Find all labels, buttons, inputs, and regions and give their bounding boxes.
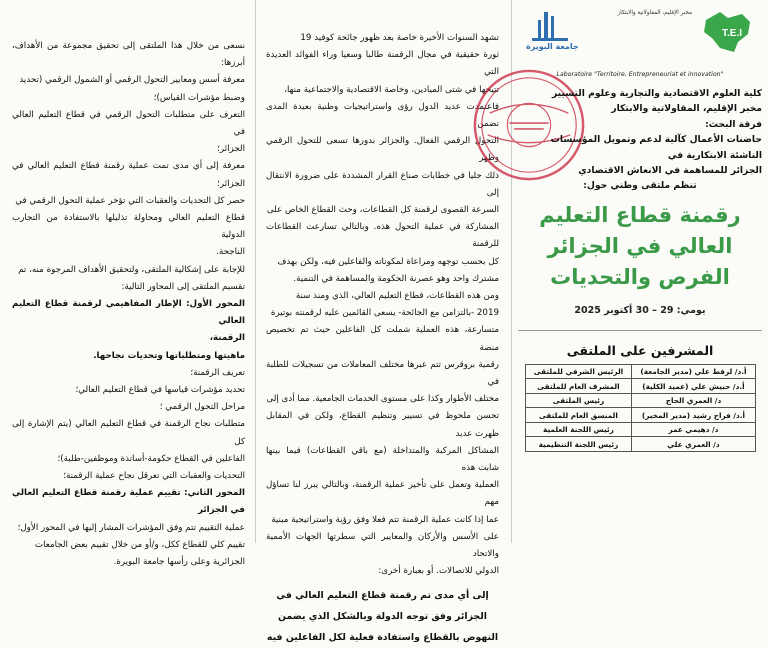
- organizer-role: رئيس الملتقى: [526, 393, 632, 408]
- axis1-title: المحور الأول: الإطار المفاهيمي لرقمنة قطاع التعليم العالي: [12, 299, 245, 327]
- intro-line: مشترك واحد وهو عصرنة الحكومة والمساهمة في التنمية.: [293, 273, 499, 284]
- organizer-name: د/ العمري الحاج: [631, 393, 755, 408]
- organizer-line: حاضنات الأعمال كآلية لدعم وتمويل المؤسسات الناشئة الابتكارية في: [550, 134, 762, 161]
- organizers-table: [525, 364, 756, 452]
- organizer-name: د/ العمري علي: [631, 437, 755, 452]
- intro-line: مختلف الأطوار وكذا على مستوى الخدمات الجامعية. مما أدى إلى: [266, 394, 499, 405]
- axis1-line: تعريف الرقمنة؛: [190, 367, 245, 378]
- lab-name-fr: Laboratoire "Territoire, Entrepreneuriat et innovation": [556, 71, 724, 78]
- objectives-line: قطاع التعليم العالي ومحاولة تذليلها بالاستفادة من التجارب الدولية: [12, 213, 245, 241]
- table-row: [526, 393, 756, 408]
- tei-logo-icon: [698, 8, 758, 56]
- intro-line: متسارعة، هذه العملية شملت كل الفاعلين حيث تم تخصيص منصة: [266, 325, 499, 353]
- objectives-line: التعرف على متطلبات التحول الرقمي في قطاع التعليم العالي في: [12, 109, 245, 138]
- objectives-column: [0, 0, 256, 568]
- objectives-line: حصر كل التحديات والعقبات التي تؤخر عملية التحول الرقمي في: [15, 195, 245, 206]
- intro-line: فاعتمدت عديد الدول رؤى واستراتيجيات وطنية بعيدة المدى تضمن: [266, 101, 499, 130]
- axis1-subtitle: ماهيتها ومتطلباتها وتحديات نجاحها.: [93, 350, 245, 361]
- organizers-heading: المشرفين على الملتقى: [566, 342, 714, 358]
- objectives-line: تقسيم الملتقى إلى المحاور التالية:: [121, 281, 245, 292]
- tei-label: T.E.I: [722, 28, 743, 39]
- intro-line: تشهد السنوات الأخيرة خاصة بعد ظهور جائحة كوفيد 19: [300, 33, 499, 43]
- axis1-title-cont: الرقمنة،: [209, 333, 245, 344]
- intro-line: المشاركة في عملية التحول هذه. وبالتالي تسارعت القطاعات للرقمنة: [266, 222, 499, 250]
- lab-name-ar: مخبر الإقليم، المقاولاتية والابتكار: [617, 10, 692, 16]
- cover-column: [512, 0, 768, 543]
- objectives-line: وضبط مؤشرات القياس)؛: [153, 92, 245, 103]
- intro-line: ومن هذه القطاعات، قطاع التعليم العالي، الذي ومنذ سنة: [295, 291, 499, 302]
- axis2-title: المحور الثاني: تقييم عملية رقمنة قطاع التعليم العالي في الجزائر: [12, 488, 245, 516]
- axis1-line: التحديات والعقبات التي تعرقل نجاح عملية الرقمنة؛: [63, 471, 245, 482]
- intro-line: تحسن ملحوظ في تسيير وتنظيم القطاع، ولكن في المقابل ظهرت عديد: [266, 411, 499, 439]
- conference-date: يومي: 29 – 30 أكتوبر 2025: [574, 304, 706, 316]
- axis2-line: الجزائرية وعلى رأسها جامعة البويرة.: [113, 557, 245, 568]
- organizer-line: مخبر الإقليم، المقاولاتية والابتكار: [611, 103, 762, 115]
- organizer-name: د/ دهيمي عمر: [631, 422, 755, 437]
- table-row: [526, 408, 756, 423]
- organizer-name: أ.د/ حبيش علي (عميد الكلية): [631, 379, 755, 394]
- organizer-name: أ.د/ فراح رشيد (مدير المخبر): [631, 408, 755, 423]
- organizer-role: المشرف العام للملتقى: [526, 379, 632, 394]
- intro-line: العملية وتعمل على تأخير عملية الرقمنة، وبالتالي يبرز لنا تساؤل مهم: [266, 480, 499, 508]
- organizer-role: المنسق العام للملتقى: [526, 408, 632, 423]
- objectives-line: الجزائر؛: [217, 144, 245, 155]
- intro-line: الدولي للاتصالات. أو بعبارة أخرى:: [378, 566, 499, 577]
- intro-line: على الأسس والأركان والمعايير التي سطرتها الجهات الأممية والاتحاد: [266, 531, 499, 560]
- objectives-line: للإجابة على إشكالية الملتقى، ولتحقيق الأهداف المرجوة منه، تم: [18, 264, 245, 275]
- intro-line: ذلك جليا في خطابات صناع القرار المشددة على ضرورة الانتقال إلى: [266, 170, 499, 198]
- research-question: إلى أي مدى تم رقمنة قطاع التعليم العالي في الجزائر وفق توجه الدولة وبالشكل الذي يضمن النهوض بالقطاع واستفادة فعلية لكل الفاعلين فيه: [266, 589, 499, 643]
- organizer-role: الرئيس الشرفي للملتقى: [526, 364, 632, 379]
- intro-line: التحول الرقمي الفعال. والجزائر بدورها تسعى للتحول الرقمي وظهر: [266, 136, 499, 164]
- objectives-line: نسعى من خلال هذا الملتقى إلى تحقيق مجموعة من الأهداف، أبرزها:: [12, 41, 245, 69]
- intro-line: عما إذا كانت عملية الرقمنة تتم فعلا وفق رؤية واستراتيجية مبنية: [271, 514, 499, 525]
- table-row: [526, 437, 756, 452]
- intro-line: رقمية بروقرس تتم عبرها مختلف المعاملات من تسجيلات للطلبة في: [266, 359, 499, 388]
- divider: [518, 330, 762, 331]
- intro-line: السرعة القصوى لرقمنة كل القطاعات، وحث القطاع الخاص على: [266, 205, 499, 216]
- intro-line: تتيحها في شتى الميادين، وخاصة الاقتصادية والاجتماعية منها،: [284, 84, 499, 95]
- intro-line: المشاكل المركبة والمتداخلة (مع باقي القطاعات) فيما بينها شابت هذه: [266, 445, 499, 474]
- axis1-line: مراحل التحول الرقمي ؛: [159, 402, 245, 413]
- intro-line: ثورة حقيقية في مجال الرقمنة طالبا وسعيا وراء الفوائد العديدة التي: [266, 50, 499, 78]
- conference-title: رقمنة قطاع التعليم العالي في الجزائر الفرص والتحديات: [539, 202, 741, 289]
- intro-line: 2019 -بالتزامن مع الجائحة- يسعى القائمين عليه لرقمنته بوتيرة: [270, 308, 499, 319]
- organizer-line: فرقة البحث:: [705, 118, 762, 130]
- table-row: [526, 364, 756, 379]
- organizer-role: رئيس اللجنة العلمية: [526, 422, 632, 437]
- table-row: [526, 379, 756, 394]
- university-name: جامعة البويرة: [526, 42, 579, 51]
- table-row: [526, 422, 756, 437]
- objectives-line: معرفة إلى أي مدى تمت عملية رقمنة قطاع التعليم العالي في الجزائر؛: [12, 161, 245, 189]
- objectives-line: معرفة أسس ومعايير التحول الرقمي أو الشمول الرقمي (تحديد: [19, 75, 245, 86]
- axis1-line: تحديد مؤشرات قياسها في قطاع التعليم العالي؛: [75, 385, 245, 396]
- axis1-line: متطلبات نجاح الرقمنة في قطاع التعليم العالي (يتم الإشارة إلى كل: [12, 419, 245, 447]
- organizer-role: رئيس اللجنة التنظيمية: [526, 437, 632, 452]
- intro-line: كل بحسب توجهه ومراعاة لمكوناته والفاعلين فيه، ولكن بهدف: [277, 256, 499, 267]
- organizer-line: تنظم ملتقى وطني حول:: [583, 180, 697, 192]
- axis2-line: عملية التقييم تتم وفق المؤشرات المشار إليها في المحور الأول؛: [17, 522, 245, 533]
- header-logos: [518, 4, 762, 70]
- organizer-line: الجزائر للمساهمة في الانعاش الاقتصادي: [578, 165, 762, 177]
- organizer-line: كلية العلوم الاقتصادية والتجارية وعلوم التسيير: [551, 88, 762, 99]
- objectives-line: الناجحة.: [216, 247, 245, 258]
- axis2-line: تقييم كلي للقطاع ككل، و/أو من خلال تقييم بعض الجامعات: [34, 539, 245, 550]
- axis1-line: الفاعلين في القطاع حكومة-أساتذة وموظفين-طلبة)؛: [57, 453, 245, 464]
- organizer-name: أ.د/ لرقط علي (مدير الجامعة): [631, 364, 755, 379]
